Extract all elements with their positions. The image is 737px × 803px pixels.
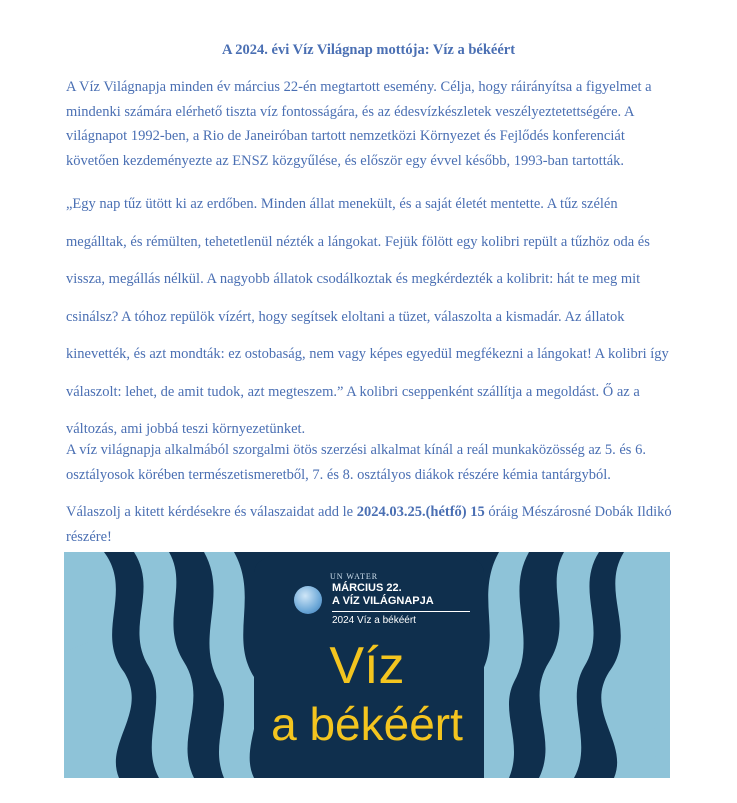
banner-day: A VÍZ VILÁGNAPJA: [332, 595, 434, 607]
logo-divider: [332, 611, 470, 612]
banner-year-motto: 2024 Víz a békéért: [332, 615, 416, 626]
org-label: UN WATER: [330, 572, 379, 581]
paragraph-offer: A víz világnapja alkalmából szorgalmi ötös szerzési alkalmat kínál a reál munkaközösség az 5. és 6. osztályosok körében természetismeretből, 7. és 8. osztályos diákok részére kémia tantárgyból.: [66, 442, 646, 483]
paragraph-intro: A Víz Világnapja minden év március 22-én megtartott esemény. Célja, hogy ráirányítsa a figyelmet a mindenki számára elérhető tiszta víz fontosságára, és az édesvízkészletek veszélyeztetettségére. A világnapot 1992-ben, a Rio de Janeiróban tartott nemzetközi Környezet és Fejlődés konferenciát követően kezdeményezte az ENSZ közgyűlése, és először egy évvel később, 1993-ban tartották.: [66, 79, 652, 169]
instructions-after: óráig Mészárosné Dobák Ildikó részére!: [66, 504, 672, 545]
globe-icon: [294, 586, 322, 614]
banner-date: MÁRCIUS 22.: [332, 582, 402, 594]
paragraph-instructions: [66, 500, 674, 549]
document-title: A 2024. évi Víz Világnap mottója: Víz a békéért: [221, 42, 516, 58]
world-water-day-banner: [64, 552, 670, 778]
un-water-logo: [294, 572, 474, 632]
instructions-before: Válaszolj a kitett kérdésekre és válaszaidat add le: [66, 504, 357, 520]
paragraph-story: „Egy nap tűz ütött ki az erdőben. Minden állat menekült, és a saját életét mentette. A tűz szélén megálltak, és rémülten, tehetetlenül nézték a lángokat. Fejük fölött egy kolibri repült a tűzhöz oda és vissza, megállás nélkül. A nagyobb állatok csodálkoztak és megkérdezték a kolibrit: hát te meg mit csinálsz? A tóhoz repülök vízért, hogy segítsek eloltani a tüzet, válaszolta a kismadár. Az állatok kinevették, és azt mondták: ez ostobaság, nem vagy képes egyedül megfékezni a lángokat! A kolibri így válaszolt: lehet, de amit tudok, azt megteszem.” A kolibri cseppenként szállítja a megoldást. Ő az a változás, ami jobbá teszi környezetünket.: [66, 196, 669, 437]
banner-headline-line1: Víz: [329, 637, 405, 695]
banner-headline-line2: a békéért: [271, 698, 463, 750]
instructions-deadline: 2024.03.25.(hétfő) 15: [356, 504, 485, 520]
